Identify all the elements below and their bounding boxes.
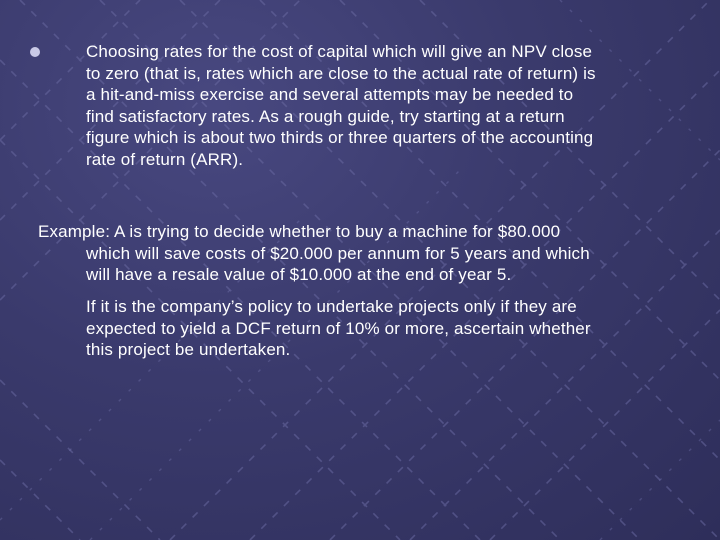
bullet-paragraph: Choosing rates for the cost of capital which will give an NPV close to zero (that is, rates which are close to the actual rate of return) is a hit-and-miss exercise and several attempts may be needed to find satisfactory rates. As a rough guide, try starting at a return figure which is about two thirds or three quarters of the accounting rate of return (ARR).: [86, 42, 596, 169]
example-continuation: which will save costs of $20.000 per annum for 5 years and which will have a resale value of $10.000 at the end of year 5.: [86, 243, 590, 284]
example-question: If it is the company’s policy to undertake projects only if they are expected to yield a DCF return of 10% or more, ascertain whether this project be undertaken.: [86, 297, 591, 359]
bullet-icon: [30, 47, 40, 57]
example-first-line: Example: A is trying to decide whether to buy a machine for $80.000: [38, 222, 561, 241]
